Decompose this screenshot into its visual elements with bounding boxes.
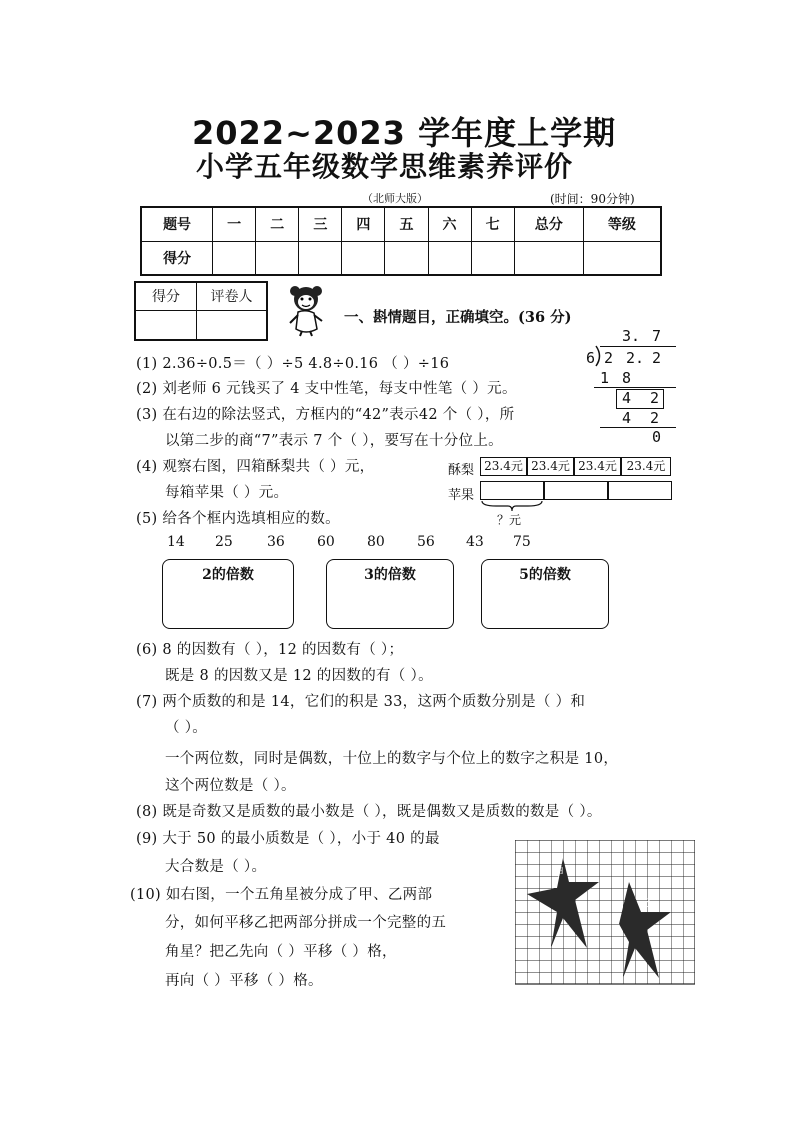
pear-label: 酥梨 <box>448 463 475 478</box>
score-cell[interactable] <box>256 241 299 275</box>
remainder-digit: 4 <box>622 389 632 407</box>
multiples-of-5-box[interactable] <box>481 559 609 629</box>
divisor: 6 <box>586 349 596 367</box>
remainder-digit: 2 <box>650 389 660 407</box>
number-item: 25 <box>215 534 233 550</box>
question-10-line2: 分，如何平移乙把两部分拼成一个完整的五 <box>165 915 447 931</box>
number-item: 14 <box>167 534 185 550</box>
question-7-line1: (7) 两个质数的和是 14，它们的积是 33，这两个质数分别是（ ）和 <box>136 694 586 710</box>
multiples-of-3-box[interactable] <box>326 559 454 629</box>
score-cell[interactable] <box>428 241 471 275</box>
multiples-of-2-box[interactable] <box>162 559 294 629</box>
apple-box <box>544 481 608 500</box>
number-item: 36 <box>267 534 285 550</box>
division-bracket <box>594 345 604 367</box>
question-7-line4: 这个两位数是（ ）。 <box>165 778 296 794</box>
score-header-cell: 一 <box>213 207 256 241</box>
score-header-cell: 总分 <box>514 207 583 241</box>
star-grid-figure <box>515 840 695 990</box>
step-digit: 8 <box>622 369 632 387</box>
apple-label: 苹果 <box>448 488 475 503</box>
time-label: (时间：90分钟) <box>550 192 635 206</box>
score-cell[interactable] <box>213 241 256 275</box>
dividend-digit: 2 <box>604 349 614 367</box>
title-year: 2022~2023 学年度上学期 <box>192 114 617 152</box>
question-3-line1: (3) 在右边的除法竖式，方框内的“42”表示42 个（ ），所 <box>136 407 515 423</box>
pear-box: 23.4元 <box>574 457 621 476</box>
question-9-line2: 大合数是（ ）。 <box>165 859 267 875</box>
score-header-cell: 五 <box>385 207 428 241</box>
score-header-cell: 等级 <box>583 207 661 241</box>
apple-unknown-label: ？元 <box>497 513 522 527</box>
apple-box <box>608 481 672 500</box>
score-cell[interactable] <box>299 241 342 275</box>
score-cell[interactable] <box>514 241 583 275</box>
apple-box <box>480 481 544 500</box>
score-cell[interactable] <box>471 241 514 275</box>
step-digit: 4 <box>622 409 632 427</box>
box-label: 5的倍数 <box>519 567 571 583</box>
number-item: 60 <box>317 534 335 550</box>
question-3-line2: 以第二步的商“7”表示 7 个（ ），要写在十分位上。 <box>165 433 503 449</box>
question-10-line1: (10) 如右图，一个五角星被分成了甲、乙两部 <box>130 887 433 903</box>
number-item: 75 <box>513 534 531 550</box>
box-label: 3的倍数 <box>364 567 416 583</box>
final-digit: 0 <box>652 428 662 446</box>
number-item: 43 <box>466 534 484 550</box>
score-cell[interactable] <box>385 241 428 275</box>
score-header-cell: 二 <box>256 207 299 241</box>
question-1: (1) 2.36÷0.5＝（ ）÷5 4.8÷0.16 （ ）÷16 <box>136 356 450 372</box>
question-6-line1: (6) 8 的因数有（ ），12 的因数有（ ）； <box>136 642 404 658</box>
quotient-digit: 3. <box>622 327 641 345</box>
grader-score-label: 得分 <box>135 282 197 310</box>
pear-box: 23.4元 <box>527 457 574 476</box>
grader-name-cell[interactable] <box>197 310 268 340</box>
score-header-cell: 三 <box>299 207 342 241</box>
question-10-line3: 角星？把乙先向（ ）平移（ ）格， <box>165 944 397 960</box>
question-9-line1: (9) 大于 50 的最小质数是（ ），小于 40 的最 <box>136 831 440 847</box>
grader-score-cell[interactable] <box>135 310 197 340</box>
title-subject: 小学五年级数学思维素养评价 <box>196 150 574 183</box>
question-6-line2: 既是 8 的因数又是 12 的因数的有（ ）。 <box>165 668 433 684</box>
score-header-cell: 题号 <box>141 207 213 241</box>
box-label: 2的倍数 <box>202 567 254 583</box>
score-row-label: 得分 <box>141 241 213 275</box>
section1-title: 一、斟情题目，正确填空。(36 分) <box>344 309 572 326</box>
grader-name-label: 评卷人 <box>197 282 268 310</box>
number-item: 80 <box>367 534 385 550</box>
dividend-digit: 2. <box>626 349 645 367</box>
monkey-mascot-icon <box>284 285 328 337</box>
step-digit: 1 <box>600 369 610 387</box>
question-10-line4: 再向（ ）平移（ ）格。 <box>165 973 323 989</box>
long-division <box>580 325 680 445</box>
question-2: (2) 刘老师 6 元钱买了 4 支中性笔，每支中性笔（ ）元。 <box>136 381 517 397</box>
step-digit: 2 <box>650 409 660 427</box>
question-5: (5) 给各个框内选填相应的数。 <box>136 511 340 527</box>
score-table <box>140 206 662 276</box>
question-8: (8) 既是奇数又是质数的最小数是（ ），既是偶数又是质数的数是（ ）。 <box>136 804 602 820</box>
question-4-line1: (4) 观察右图，四箱酥梨共（ ）元， <box>136 459 375 475</box>
pear-box: 23.4元 <box>621 457 671 476</box>
edition-label: （北师大版） <box>362 192 428 205</box>
dividend-digit: 2 <box>652 349 662 367</box>
jia-label: 甲 <box>553 866 564 879</box>
score-header-cell: 七 <box>471 207 514 241</box>
score-header-cell: 六 <box>428 207 471 241</box>
question-7-line3: 一个两位数，同时是偶数，十位上的数字与个位上的数字之积是 10， <box>165 751 619 767</box>
number-item: 56 <box>417 534 435 550</box>
score-cell[interactable] <box>342 241 385 275</box>
yi-label: 乙 <box>643 896 654 909</box>
quotient-digit: 7 <box>652 327 662 345</box>
grader-table <box>134 281 268 341</box>
score-header-cell: 四 <box>342 207 385 241</box>
pear-box: 23.4元 <box>480 457 527 476</box>
score-cell[interactable] <box>583 241 661 275</box>
question-7-line2: （ ）。 <box>165 720 208 736</box>
question-4-line2: 每箱苹果（ ）元。 <box>165 485 289 501</box>
